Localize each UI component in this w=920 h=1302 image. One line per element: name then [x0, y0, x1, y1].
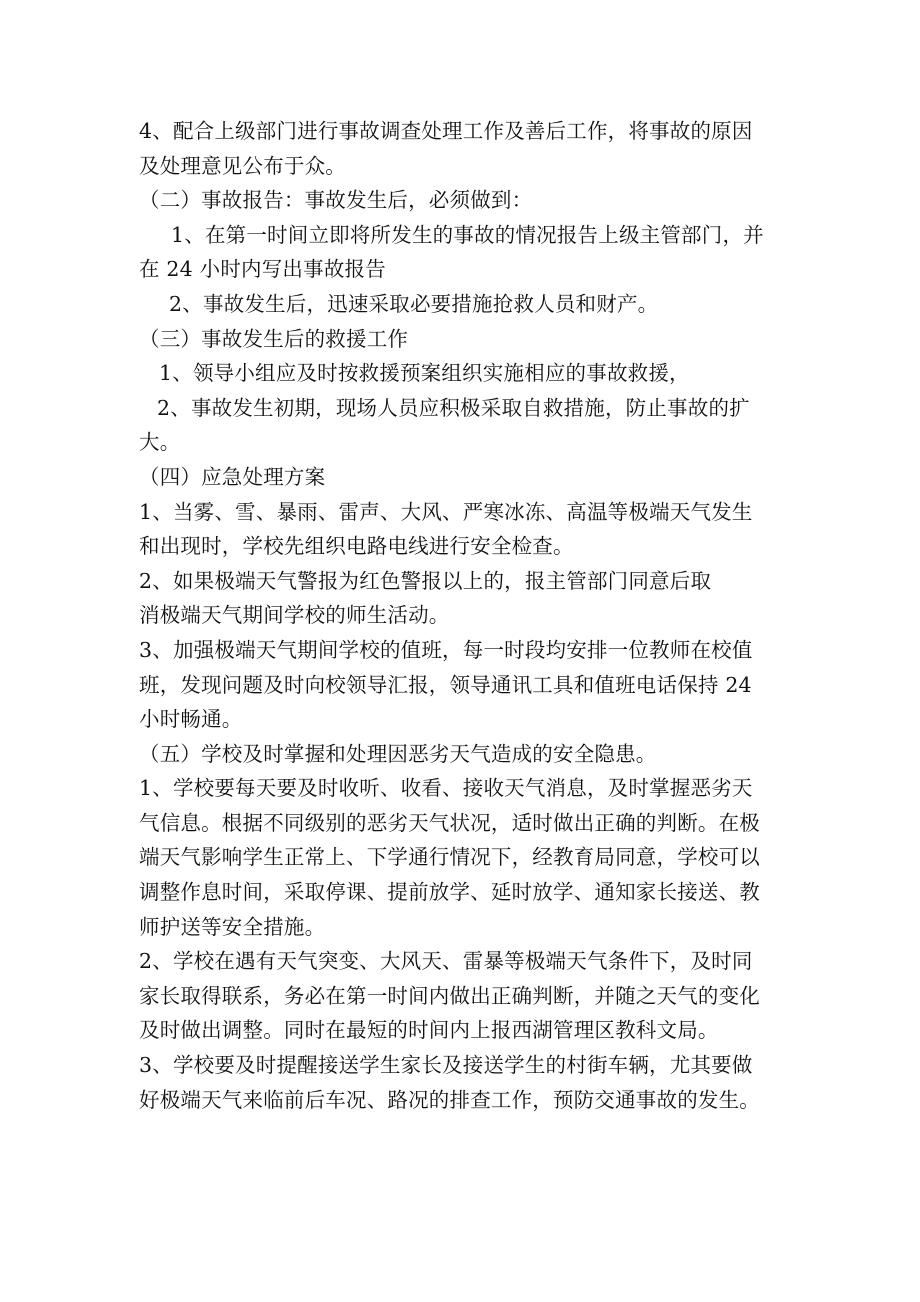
paragraph-line: 4、配合上级部门进行事故调查处理工作及善后工作，将事故的原因	[139, 119, 753, 143]
paragraph-line: 2、事故发生后，迅速采取必要措施抢救人员和财产。	[169, 291, 659, 316]
paragraph-line: 1、领导小组应及时按救援预案组织实施相应的事故救援，	[159, 361, 690, 386]
paragraph-line: 及时做出调整。同时在最短的时间内上报西湖管理区教科文局。	[139, 1018, 719, 1043]
paragraph-line: 2、如果极端天气警报为红色警报以上的，报主管部门同意后取	[139, 568, 712, 593]
paragraph-line: 在 24 小时内写出事故报告	[139, 257, 386, 282]
paragraph-line: 大。	[139, 430, 181, 455]
paragraph-line: 调整作息时间，采取停课、提前放学、延时放学、通知家长接送、教	[139, 880, 760, 905]
section-heading-4: （四）应急处理方案	[139, 464, 326, 489]
paragraph-line: 2、学校在遇有天气突变、大风天、雷暴等极端天气条件下，及时同	[139, 949, 753, 974]
paragraph-line: 及处理意见公布于众。	[139, 153, 346, 178]
paragraph-line: 3、学校要及时提醒接送学生家长及接送学生的村街车辆，尤其要做	[139, 1053, 753, 1078]
paragraph-line: 和出现时，学校先组织电路电线进行安全检查。	[139, 534, 574, 559]
paragraph-line: 2、事故发生初期，现场人员应积极采取自救措施，防止事故的扩	[157, 395, 750, 420]
paragraph-line: 小时畅通。	[139, 707, 243, 732]
section-heading-5: （五）学校及时掌握和处理因恶劣天气造成的安全隐患。	[139, 741, 657, 766]
paragraph-line: 家长取得联系，务必在第一时间内做出正确判断，并随之天气的变化	[139, 983, 760, 1008]
section-heading-3: （三）事故发生后的救援工作	[139, 326, 409, 351]
paragraph-line: 师护送等安全措施。	[139, 914, 326, 939]
paragraph-line: 1、在第一时间立即将所发生的事故的情况报告上级主管部门，并	[171, 222, 764, 247]
paragraph-line: 1、学校要每天要及时收听、收看、接收天气消息，及时掌握恶劣天	[139, 776, 753, 801]
paragraph-line: 班，发现问题及时向校领导汇报，领导通讯工具和值班电话保持 24	[139, 672, 752, 697]
paragraph-line: 3、加强极端天气期间学校的值班，每一时段均安排一位教师在校值	[139, 637, 753, 662]
paragraph-line: 端天气影响学生正常上、下学通行情况下，经教育局同意，学校可以	[139, 845, 760, 870]
document-body	[139, 114, 799, 1117]
paragraph-line: 消极端天气期间学校的师生活动。	[139, 603, 450, 628]
paragraph-line: 气信息。根据不同级别的恶劣天气状况，适时做出正确的判断。在极	[139, 810, 760, 835]
paragraph-line: 1、当雾、雪、暴雨、雷声、大风、严寒冰冻、高温等极端天气发生	[139, 499, 753, 524]
section-heading-2: （二）事故报告：事故发生后，必须做到：	[139, 188, 533, 213]
paragraph-line: 好极端天气来临前后车况、路况的排查工作，预防交通事故的发生。	[139, 1087, 760, 1112]
